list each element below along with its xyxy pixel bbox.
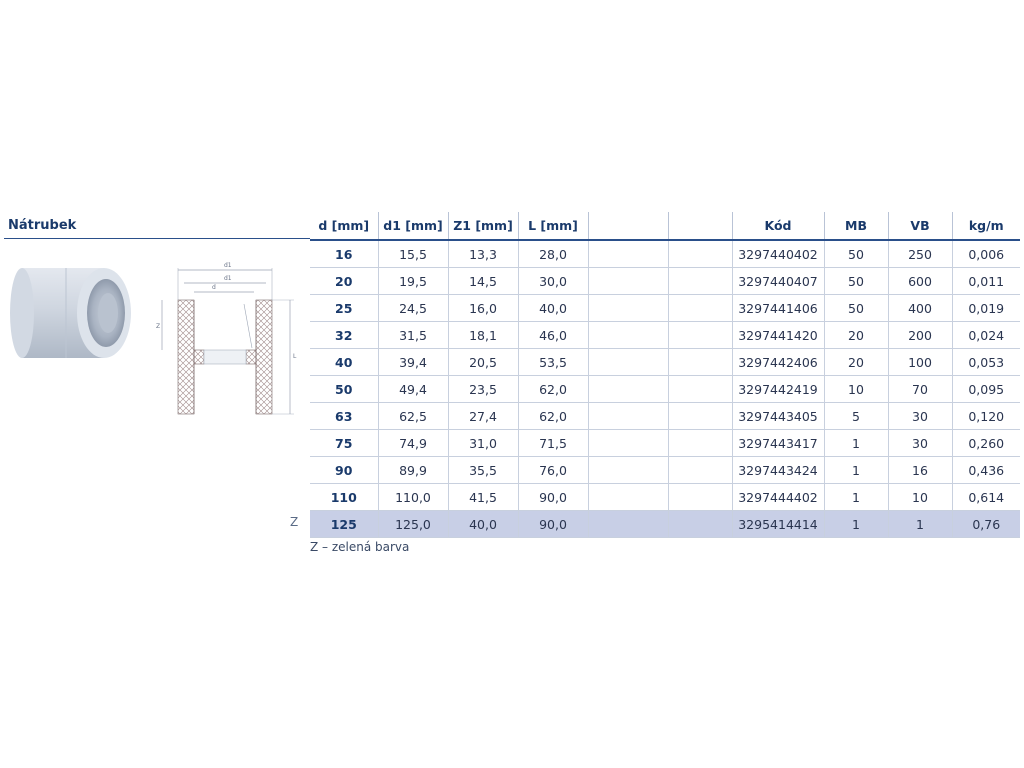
cell-kgm: 0,011 [952,268,1020,295]
cell-l: 62,0 [518,376,588,403]
product-title: Nátrubek [8,218,77,233]
cell-vb: 1 [888,511,952,538]
table-row [310,457,1020,484]
cell-d: 110 [310,484,378,511]
color-legend: Z – zelená barva [310,540,410,554]
cell-blank-2 [668,511,732,538]
coupling-photo [8,258,138,368]
table-row [310,511,1020,538]
coupling-section-drawing [150,258,300,428]
cell-blank-2 [668,457,732,484]
cell-kgm: 0,614 [952,484,1020,511]
col-header-kgm: kg/m [952,212,1020,240]
cell-z1: 35,5 [448,457,518,484]
cell-vb: 30 [888,430,952,457]
cell-blank-2 [668,349,732,376]
cell-kod: 3297444402 [732,484,824,511]
cell-z1: 40,0 [448,511,518,538]
table-row [310,376,1020,403]
cell-mb: 1 [824,511,888,538]
cell-kod: 3297443417 [732,430,824,457]
cell-z1: 23,5 [448,376,518,403]
cell-blank-2 [668,322,732,349]
cell-kgm: 0,76 [952,511,1020,538]
cell-mb: 50 [824,240,888,268]
cell-kgm: 0,024 [952,322,1020,349]
cell-blank-1 [588,295,668,322]
cell-d: 63 [310,403,378,430]
cell-z1: 13,3 [448,240,518,268]
cell-vb: 250 [888,240,952,268]
cell-blank-1 [588,268,668,295]
col-header-vb: VB [888,212,952,240]
cell-d: 20 [310,268,378,295]
cell-l: 40,0 [518,295,588,322]
cell-kgm: 0,053 [952,349,1020,376]
cell-kod: 3297442419 [732,376,824,403]
cell-mb: 1 [824,484,888,511]
table-row [310,484,1020,511]
cell-d1: 110,0 [378,484,448,511]
table-row [310,295,1020,322]
cell-blank-1 [588,349,668,376]
cell-vb: 100 [888,349,952,376]
cell-d: 16 [310,240,378,268]
cell-kgm: 0,019 [952,295,1020,322]
cell-z1: 16,0 [448,295,518,322]
col-header-l: L [mm] [518,212,588,240]
cell-d1: 125,0 [378,511,448,538]
cell-vb: 400 [888,295,952,322]
cell-l: 30,0 [518,268,588,295]
spec-table [310,212,1020,538]
cell-vb: 200 [888,322,952,349]
table-row [310,322,1020,349]
cell-kod: 3297443405 [732,403,824,430]
cell-mb: 50 [824,295,888,322]
cell-vb: 30 [888,403,952,430]
cell-z1: 27,4 [448,403,518,430]
cell-blank-1 [588,322,668,349]
cell-mb: 5 [824,403,888,430]
dim-d-label: d [212,284,216,291]
dim-d1-inner-label: d1 [224,275,232,282]
cell-d1: 19,5 [378,268,448,295]
col-header-blank-2 [668,212,732,240]
cell-d1: 62,5 [378,403,448,430]
cell-blank-2 [668,240,732,268]
cell-l: 46,0 [518,322,588,349]
cell-kod: 3297442406 [732,349,824,376]
cell-kgm: 0,260 [952,430,1020,457]
cell-kod: 3297440407 [732,268,824,295]
cell-l: 71,5 [518,430,588,457]
cell-kod: 3297443424 [732,457,824,484]
cell-kgm: 0,006 [952,240,1020,268]
cell-blank-2 [668,268,732,295]
cell-vb: 10 [888,484,952,511]
cell-l: 53,5 [518,349,588,376]
cell-d: 25 [310,295,378,322]
cell-z1: 14,5 [448,268,518,295]
cell-blank-1 [588,511,668,538]
cell-blank-1 [588,376,668,403]
cell-d1: 74,9 [378,430,448,457]
cell-d: 40 [310,349,378,376]
cell-blank-2 [668,403,732,430]
table-row [310,240,1020,268]
cell-mb: 20 [824,322,888,349]
col-header-d: d [mm] [310,212,378,240]
cell-d: 125 [310,511,378,538]
cell-kgm: 0,436 [952,457,1020,484]
cell-z1: 18,1 [448,322,518,349]
cell-mb: 1 [824,457,888,484]
cell-kod: 3297441420 [732,322,824,349]
cell-z1: 31,0 [448,430,518,457]
cell-d: 75 [310,430,378,457]
cell-blank-1 [588,403,668,430]
col-header-blank-1 [588,212,668,240]
cell-vb: 600 [888,268,952,295]
table-row [310,349,1020,376]
cell-blank-1 [588,430,668,457]
cell-blank-2 [668,295,732,322]
dim-l-label: L [293,353,297,360]
table-row [310,403,1020,430]
col-header-kod: Kód [732,212,824,240]
cell-mb: 50 [824,268,888,295]
cell-kod: 3295414414 [732,511,824,538]
color-variant-marker: Z [290,515,299,529]
title-divider [4,238,310,239]
cell-d: 90 [310,457,378,484]
cell-mb: 20 [824,349,888,376]
cell-d1: 49,4 [378,376,448,403]
cell-blank-2 [668,376,732,403]
cell-kgm: 0,120 [952,403,1020,430]
col-header-mb: MB [824,212,888,240]
dim-z-label: Z [156,323,161,330]
table-row [310,430,1020,457]
cell-d1: 39,4 [378,349,448,376]
cell-d1: 24,5 [378,295,448,322]
cell-mb: 10 [824,376,888,403]
col-header-z1: Z1 [mm] [448,212,518,240]
cell-d: 32 [310,322,378,349]
cell-blank-1 [588,484,668,511]
cell-d1: 15,5 [378,240,448,268]
cell-blank-2 [668,484,732,511]
cell-l: 28,0 [518,240,588,268]
cell-d1: 89,9 [378,457,448,484]
cell-blank-1 [588,457,668,484]
col-header-d1: d1 [mm] [378,212,448,240]
cell-kgm: 0,095 [952,376,1020,403]
cell-kod: 3297441406 [732,295,824,322]
table-row [310,268,1020,295]
cell-d: 50 [310,376,378,403]
cell-l: 90,0 [518,511,588,538]
cell-z1: 20,5 [448,349,518,376]
cell-blank-1 [588,240,668,268]
cell-blank-2 [668,430,732,457]
cell-vb: 16 [888,457,952,484]
spec-table-header [310,212,1020,240]
cell-z1: 41,5 [448,484,518,511]
cell-l: 76,0 [518,457,588,484]
cell-vb: 70 [888,376,952,403]
cell-mb: 1 [824,430,888,457]
cell-l: 90,0 [518,484,588,511]
cell-kod: 3297440402 [732,240,824,268]
cell-l: 62,0 [518,403,588,430]
dim-d1-label: d1 [224,262,232,269]
cell-d1: 31,5 [378,322,448,349]
